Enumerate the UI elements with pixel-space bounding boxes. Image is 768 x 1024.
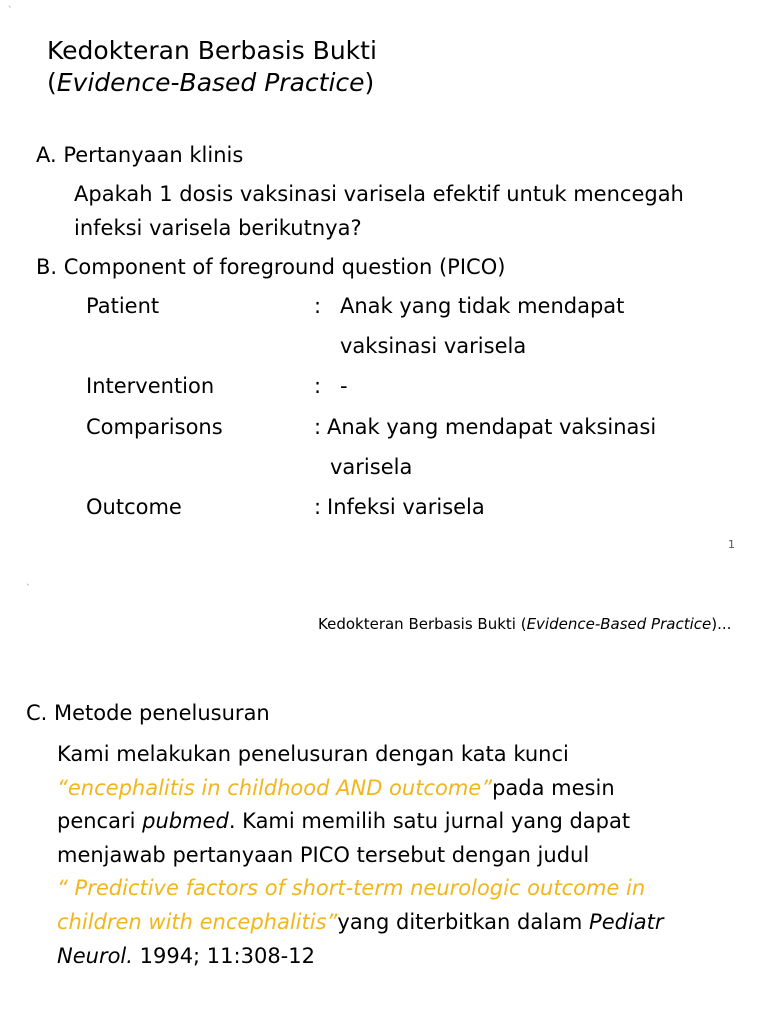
- pico-value-patient-cont: vaksinasi varisela: [340, 334, 527, 358]
- pico-label-patient: Patient: [86, 294, 160, 318]
- para-line7: [57, 940, 747, 974]
- pico-value-outcome: Infeksi varisela: [327, 495, 485, 519]
- pubmed-term: pubmed: [142, 809, 229, 834]
- slide-title-line2: (Evidence-Based Practice): [47, 68, 375, 97]
- pico-colon-intervention: :: [314, 374, 322, 398]
- pico-colon-patient: :: [314, 294, 322, 318]
- clinical-question-line2: infeksi varisela berikutnya?: [74, 216, 362, 240]
- running-title: Kedokteran Berbasis Bukti (Evidence-Based Practice)...: [318, 615, 732, 633]
- slide-2: [0, 570, 768, 1024]
- para-line1: Kami melakukan penelusuran dengan kata kunci: [57, 742, 569, 766]
- pico-colon-comparisons: :: [314, 415, 322, 439]
- section-b-heading: B. Component of foreground question (PICO): [36, 255, 506, 279]
- para-line6: children with encephalitis”yang diterbitkan dalam Pediatr: [57, 909, 664, 934]
- pico-value-intervention: -: [340, 374, 348, 398]
- journal-title-part1: “ Predictive factors of short-term neurologic outcome in: [57, 876, 646, 901]
- citation-details: 1994; 11:308-12: [132, 943, 315, 968]
- page-number: 1: [728, 538, 735, 551]
- journal-title-part2: children with encephalitis”: [57, 909, 338, 934]
- pico-label-intervention: Intervention: [86, 374, 215, 398]
- para-line3: pencari pubmed. Kami memilih satu jurnal yang dapat: [57, 809, 631, 834]
- para-line5: [57, 872, 747, 906]
- section-c-heading: C. Metode penelusuran: [26, 701, 270, 725]
- pico-value-patient: Anak yang tidak mendapat: [340, 294, 625, 318]
- search-keyword: “encephalitis in childhood AND outcome”: [57, 775, 493, 800]
- pico-value-comparisons-cont: varisela: [330, 455, 413, 479]
- para-line4: menjawab pertanyaan PICO tersebut dengan judul: [57, 842, 590, 867]
- journal-name-part1: Pediatr: [589, 909, 664, 934]
- section-a-heading: A. Pertanyaan klinis: [36, 143, 244, 167]
- slide-title-line1: Kedokteran Berbasis Bukti: [47, 36, 377, 65]
- clinical-question-line1: Apakah 1 dosis vaksinasi varisela efektif untuk mencegah: [74, 182, 684, 206]
- para-line2: “encephalitis in childhood AND outcome”pada mesin: [57, 775, 615, 800]
- corner-mark: `: [26, 584, 31, 594]
- pico-colon-outcome: :: [314, 495, 322, 519]
- journal-name-part2: Neurol.: [57, 943, 133, 968]
- search-method-paragraph: [57, 738, 747, 973]
- corner-mark: `: [8, 6, 13, 16]
- pico-label-comparisons: Comparisons: [86, 415, 223, 439]
- pico-value-comparisons: Anak yang mendapat vaksinasi: [327, 415, 657, 439]
- pico-label-outcome: Outcome: [86, 495, 182, 519]
